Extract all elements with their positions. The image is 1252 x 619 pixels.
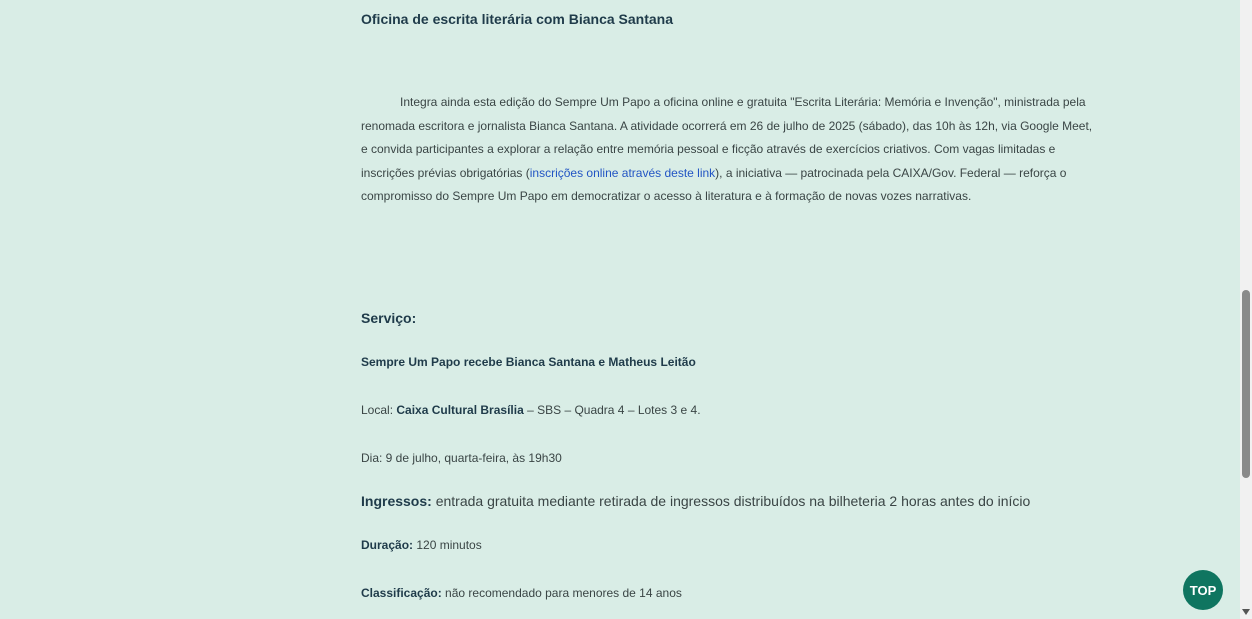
- section-title: Oficina de escrita literária com Bianca Santana: [361, 11, 674, 27]
- paragraph-text-before-link: Integra ainda esta edição do Sempre Um Papo a oficina online e gratuita "Escrita Literária: Memória e Invenção", ministrada pela renomada escritora e jornalista Bianca Santana. A atividade ocorrerá em 26 de julho de 2025 (sábado), das 10h às 12h, via Google Meet, e convida participantes a explorar a relação entre memória pessoal e ficção através de exercícios criativos. Com vagas limitadas e inscrições prévias obrigatórias (: [361, 95, 1093, 180]
- local-venue: Caixa Cultural Brasília: [396, 403, 524, 417]
- back-to-top-button[interactable]: TOP: [1183, 570, 1223, 610]
- paragraph-text-after-link: ), a iniciativa — patrocinada pela CAIXA/Gov. Federal — reforça o compromisso do Sempre Um Papo em democratizar o acesso à literatura e à formação de novas vozes narrativas.: [361, 165, 1067, 203]
- duration-value: 120 minutos: [413, 538, 482, 552]
- scrollbar-thumb[interactable]: [1242, 290, 1250, 478]
- tickets-label: Ingressos:: [361, 493, 432, 509]
- date-line: Dia: 9 de julho, quarta-feira, às 19h30: [361, 451, 562, 465]
- tickets-value: entrada gratuita mediante retirada de ingressos distribuídos na bilheteria 2 horas antes do início: [431, 493, 1031, 509]
- rating-label: Classificação:: [361, 586, 442, 600]
- scrollbar[interactable]: [1240, 0, 1252, 619]
- tickets-line: [361, 493, 1030, 509]
- servico-heading: Serviço:: [361, 310, 417, 326]
- rating-value: não recomendado para menores de 14 anos: [441, 586, 682, 600]
- event-title: Sempre Um Papo recebe Bianca Santana e Matheus Leitão: [361, 355, 696, 369]
- duration-label: Duração:: [361, 538, 414, 552]
- registration-link[interactable]: inscrições online através deste link: [529, 165, 716, 180]
- scroll-down-arrow-icon[interactable]: [1242, 609, 1250, 615]
- rating-line: [361, 586, 682, 600]
- local-address: – SBS – Quadra 4 – Lotes 3 e 4.: [523, 403, 701, 417]
- workshop-paragraph: [361, 91, 1101, 209]
- local-line: [361, 403, 701, 417]
- duration-line: [361, 538, 482, 552]
- local-label: Local:: [361, 403, 397, 417]
